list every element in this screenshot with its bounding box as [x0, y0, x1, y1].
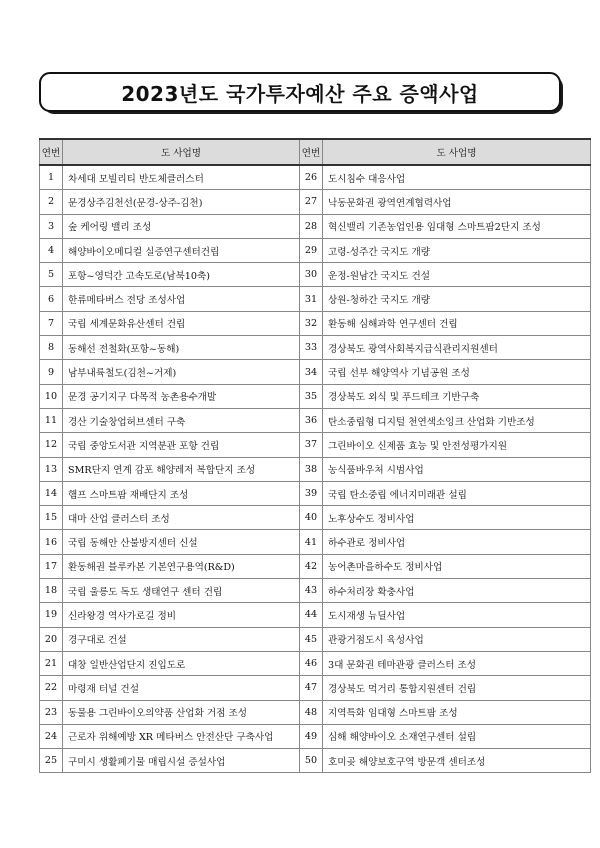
project-name-left: 문경상주김천선(문경-상주-김천)	[63, 190, 300, 214]
project-name-left: 해양바이오메디컬 실증연구센터건립	[63, 238, 300, 262]
row-number-left: 10	[40, 384, 63, 408]
table-row	[40, 579, 591, 603]
table-row	[40, 627, 591, 651]
project-name-left: 한류메타버스 전당 조성사업	[63, 287, 300, 311]
row-number-left: 18	[40, 579, 63, 603]
row-number-left: 4	[40, 238, 63, 262]
table-row	[40, 724, 591, 748]
project-name-right: 하수관로 정비사업	[323, 530, 591, 554]
row-number-right: 26	[300, 165, 323, 190]
table-row	[40, 384, 591, 408]
row-number-left: 19	[40, 603, 63, 627]
row-number-left: 8	[40, 336, 63, 360]
row-number-right: 45	[300, 627, 323, 651]
header-project-name-left: 도 사업명	[63, 139, 300, 165]
row-number-left: 6	[40, 287, 63, 311]
table-row	[40, 287, 591, 311]
table-row	[40, 190, 591, 214]
row-number-right: 40	[300, 506, 323, 530]
project-name-right: 경상북도 외식 및 푸드테크 기반구축	[323, 384, 591, 408]
project-name-right: 도시침수 대응사업	[323, 165, 591, 190]
project-name-left: 대창 일반산업단지 진입도로	[63, 651, 300, 675]
project-name-right: 그린바이오 신제품 효능 및 안전성평가지원	[323, 433, 591, 457]
project-name-left: 마령재 터널 건설	[63, 676, 300, 700]
project-name-right: 노후상수도 정비사업	[323, 506, 591, 530]
project-name-right: 탄소중립형 디지털 천연색소잉크 산업화 기반조성	[323, 408, 591, 432]
row-number-right: 36	[300, 408, 323, 432]
project-name-right: 하수처리장 확충사업	[323, 579, 591, 603]
table-row	[40, 311, 591, 335]
project-name-left: 근로자 위해예방 XR 메타버스 안전산단 구축사업	[63, 724, 300, 748]
table-header-row	[40, 139, 591, 165]
row-number-left: 2	[40, 190, 63, 214]
project-name-left: 대마 산업 클러스터 조성	[63, 506, 300, 530]
header-project-name-right: 도 사업명	[323, 139, 591, 165]
row-number-right: 42	[300, 554, 323, 578]
row-number-right: 32	[300, 311, 323, 335]
header-number-right: 연번	[300, 139, 323, 165]
project-name-left: 동해선 전철화(포항~동해)	[63, 336, 300, 360]
header-number-left: 연번	[40, 139, 63, 165]
project-name-left: 국립 동해안 산불방지센터 신설	[63, 530, 300, 554]
project-name-left: 경구대로 건설	[63, 627, 300, 651]
project-name-right: 호미곶 해양보호구역 방문객 센터조성	[323, 749, 591, 773]
row-number-left: 14	[40, 481, 63, 505]
project-name-right: 상원-청하간 국지도 개량	[323, 287, 591, 311]
table-row	[40, 165, 591, 190]
table-row	[40, 408, 591, 432]
project-name-left: 숲 케어링 밸리 조성	[63, 214, 300, 238]
table-row	[40, 749, 591, 773]
project-name-right: 운정-원남간 국지도 건설	[323, 263, 591, 287]
table-row	[40, 457, 591, 481]
project-name-right: 고령-성주간 국지도 개량	[323, 238, 591, 262]
project-name-right: 관광거점도시 육성사업	[323, 627, 591, 651]
project-name-left: 남부내륙철도(김천~거제)	[63, 360, 300, 384]
project-name-right: 환동해 심해과학 연구센터 건립	[323, 311, 591, 335]
project-table	[39, 138, 591, 773]
title-frame	[39, 72, 561, 112]
project-name-left: 경산 기술창업허브센터 구축	[63, 408, 300, 432]
row-number-right: 49	[300, 724, 323, 748]
row-number-left: 23	[40, 700, 63, 724]
table-row	[40, 700, 591, 724]
table-row	[40, 433, 591, 457]
project-name-left: 동물용 그린바이오의약품 산업화 거점 조성	[63, 700, 300, 724]
table-row	[40, 603, 591, 627]
row-number-left: 16	[40, 530, 63, 554]
table-row	[40, 530, 591, 554]
project-name-left: 포항~영덕간 고속도로(남북10축)	[63, 263, 300, 287]
table-row	[40, 554, 591, 578]
table-row	[40, 676, 591, 700]
row-number-right: 41	[300, 530, 323, 554]
row-number-left: 13	[40, 457, 63, 481]
row-number-right: 33	[300, 336, 323, 360]
row-number-left: 9	[40, 360, 63, 384]
row-number-right: 29	[300, 238, 323, 262]
project-name-right: 경상북도 광역사회복지급식관리지원센터	[323, 336, 591, 360]
table-row	[40, 506, 591, 530]
row-number-left: 24	[40, 724, 63, 748]
row-number-right: 28	[300, 214, 323, 238]
row-number-right: 34	[300, 360, 323, 384]
project-name-right: 지역특화 임대형 스마트팜 조성	[323, 700, 591, 724]
project-name-right: 국립 선부 해양역사 기념공원 조성	[323, 360, 591, 384]
page-title: 2023년도 국가투자예산 주요 증액사업	[121, 81, 479, 106]
project-name-right: 도시재생 뉴딜사업	[323, 603, 591, 627]
project-name-left: 문경 공기지구 다목적 농촌용수개발	[63, 384, 300, 408]
row-number-right: 44	[300, 603, 323, 627]
project-name-left: 신라왕경 역사가로길 정비	[63, 603, 300, 627]
project-name-right: 농식품바우처 시범사업	[323, 457, 591, 481]
row-number-right: 43	[300, 579, 323, 603]
row-number-left: 5	[40, 263, 63, 287]
project-name-left: 국립 중앙도서관 지역분관 포항 건립	[63, 433, 300, 457]
row-number-right: 39	[300, 481, 323, 505]
project-name-left: 국립 세계문화유산센터 건립	[63, 311, 300, 335]
project-name-left: 구미시 생활폐기물 매립시설 증설사업	[63, 749, 300, 773]
project-name-left: 햄프 스마트팜 재배단지 조성	[63, 481, 300, 505]
project-name-right: 경상북도 먹거리 통합지원센터 건립	[323, 676, 591, 700]
title-box	[39, 72, 561, 112]
row-number-left: 7	[40, 311, 63, 335]
table-row	[40, 360, 591, 384]
table-row	[40, 651, 591, 675]
row-number-right: 35	[300, 384, 323, 408]
project-name-right: 농어촌마을하수도 정비사업	[323, 554, 591, 578]
row-number-right: 30	[300, 263, 323, 287]
project-name-left: 차세대 모빌리티 반도체클러스터	[63, 165, 300, 190]
table-row	[40, 481, 591, 505]
table-row	[40, 336, 591, 360]
row-number-right: 38	[300, 457, 323, 481]
row-number-right: 48	[300, 700, 323, 724]
row-number-left: 17	[40, 554, 63, 578]
project-name-right: 낙동문화권 광역연계협력사업	[323, 190, 591, 214]
row-number-right: 46	[300, 651, 323, 675]
row-number-left: 21	[40, 651, 63, 675]
row-number-right: 47	[300, 676, 323, 700]
project-name-right: 3대 문화권 테마관광 클러스터 조성	[323, 651, 591, 675]
project-name-left: SMR단지 연계 감포 해양레저 복합단지 조성	[63, 457, 300, 481]
row-number-right: 31	[300, 287, 323, 311]
row-number-left: 15	[40, 506, 63, 530]
table-row	[40, 263, 591, 287]
row-number-right: 37	[300, 433, 323, 457]
row-number-left: 1	[40, 165, 63, 190]
row-number-left: 3	[40, 214, 63, 238]
row-number-left: 25	[40, 749, 63, 773]
project-name-left: 환동해권 블루카본 기본연구용역(R&D)	[63, 554, 300, 578]
table-row	[40, 238, 591, 262]
project-name-left: 국립 울릉도 독도 생태연구 센터 건립	[63, 579, 300, 603]
row-number-right: 50	[300, 749, 323, 773]
row-number-right: 27	[300, 190, 323, 214]
project-name-right: 국립 탄소중립 에너지미래관 설립	[323, 481, 591, 505]
row-number-left: 22	[40, 676, 63, 700]
row-number-left: 11	[40, 408, 63, 432]
row-number-left: 12	[40, 433, 63, 457]
row-number-left: 20	[40, 627, 63, 651]
project-table-wrapper	[39, 138, 590, 773]
project-name-right: 심해 해양바이오 소재연구센터 설립	[323, 724, 591, 748]
project-name-right: 혁신밸리 기존농업인용 임대형 스마트팜2단지 조성	[323, 214, 591, 238]
table-row	[40, 214, 591, 238]
table-body	[40, 165, 591, 773]
